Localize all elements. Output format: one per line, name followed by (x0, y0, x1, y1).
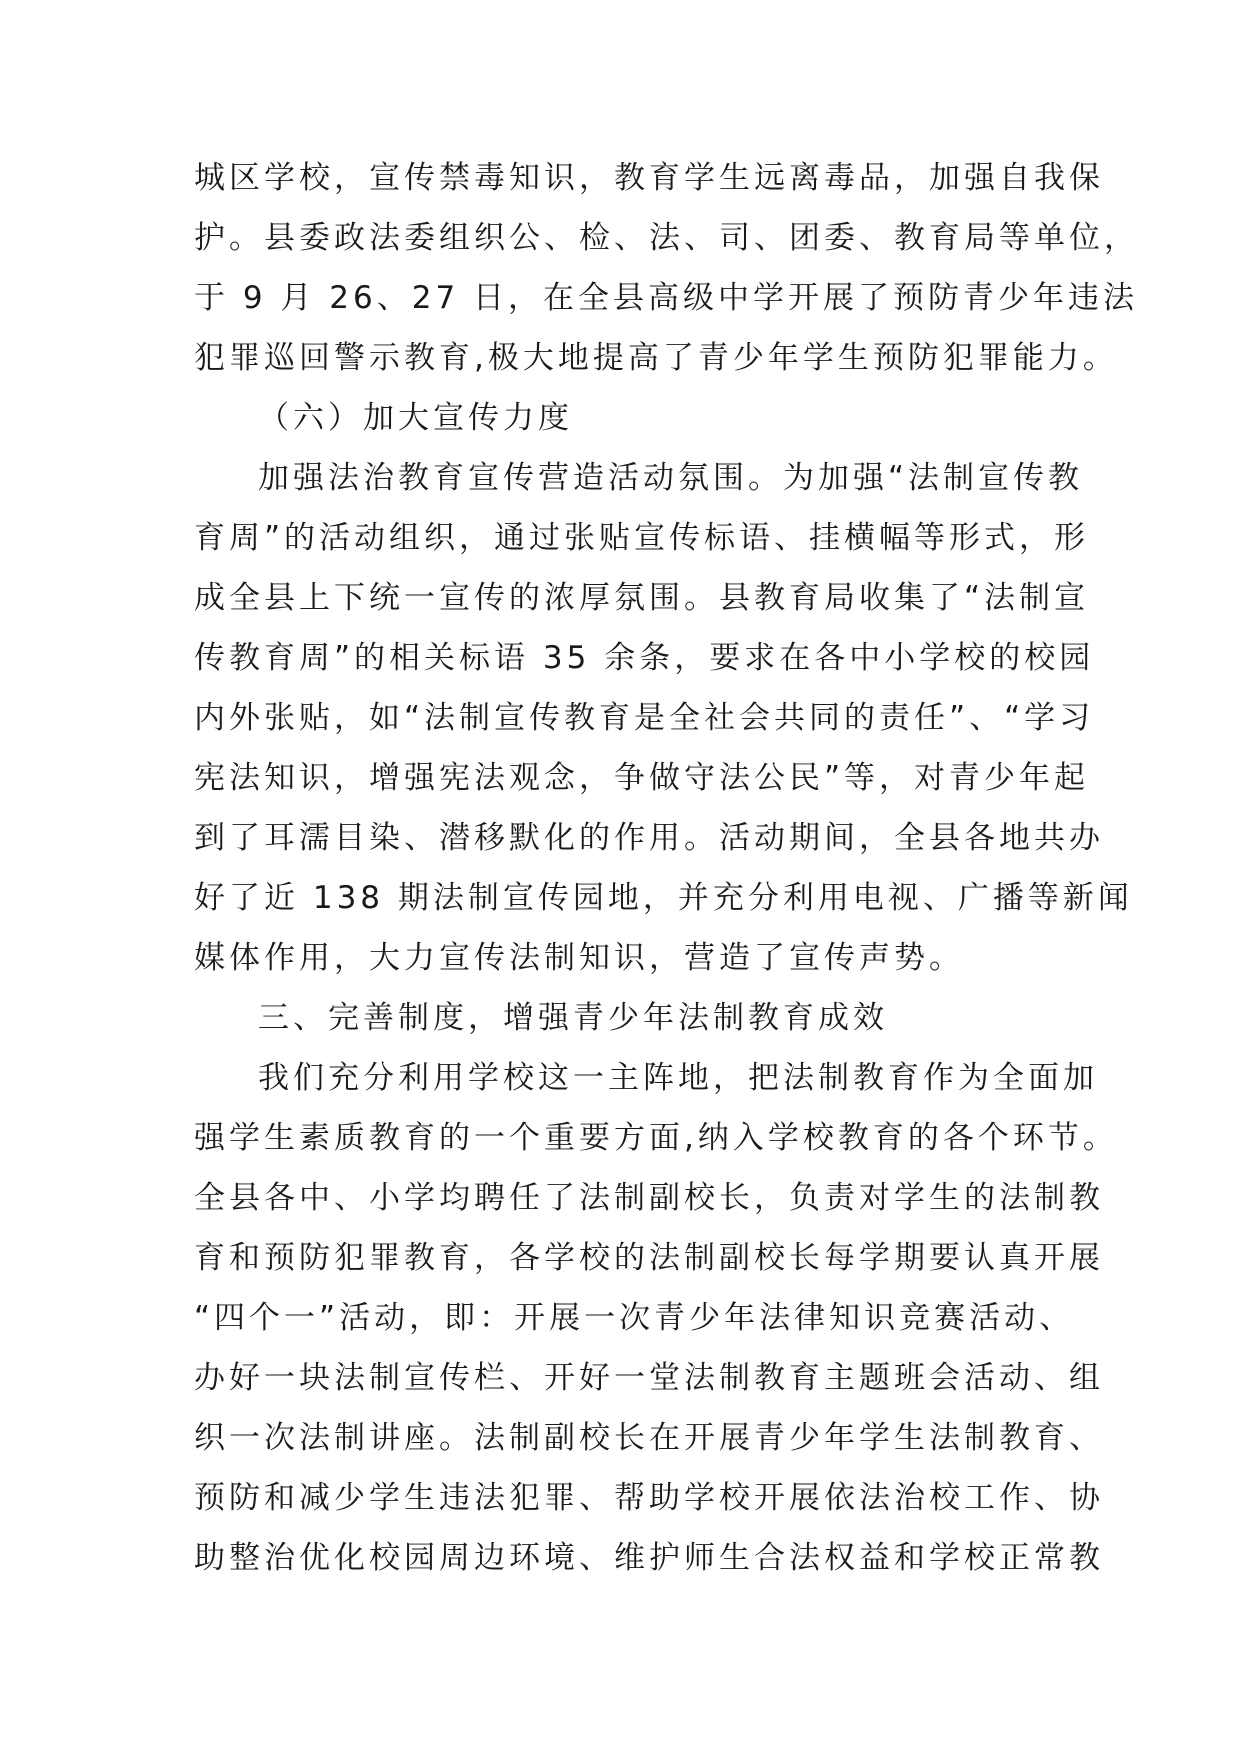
text-line: 助整治优化校园周边环境、维护师生合法权益和学校正常教 (194, 1540, 1104, 1576)
text-line: 内外张贴，如“法制宣传教育是全社会共同的责任”、“学习 (194, 700, 1095, 736)
text-line: 到了耳濡目染、潜移默化的作用。活动期间，全县各地共办 (194, 820, 1104, 856)
text-line: 传教育周”的相关标语 35 余条，要求在各中小学校的校园 (194, 640, 1095, 676)
text-line: 媒体作用，大力宣传法制知识，营造了宣传声势。 (194, 940, 964, 976)
text-line: 于 9 月 26、27 日，在全县高级中学开展了预防青少年违法 (194, 280, 1139, 316)
text-line: 护。县委政法委组织公、检、法、司、团委、教育局等单位， (194, 220, 1139, 256)
text-line: 犯罪巡回警示教育,极大地提高了青少年学生预防犯罪能力。 (194, 340, 1118, 376)
text-line: “四个一”活动，即：开展一次青少年法律知识竞赛活动、 (194, 1300, 1075, 1336)
section-heading: （六）加大宣传力度 (258, 400, 573, 436)
text-line: 育周”的活动组织，通过张贴宣传标语、挂横幅等形式，形 (194, 520, 1090, 556)
text-line: 办好一块法制宣传栏、开好一堂法制教育主题班会活动、组 (194, 1360, 1104, 1396)
text-line: 全县各中、小学均聘任了法制副校长，负责对学生的法制教 (194, 1180, 1104, 1216)
text-line: 好了近 138 期法制宣传园地，并充分利用电视、广播等新闻 (194, 880, 1133, 916)
text-line: 成全县上下统一宣传的浓厚氛围。县教育局收集了“法制宣 (194, 580, 1090, 616)
text-line: 宪法知识，增强宪法观念，争做守法公民”等，对青少年起 (194, 760, 1090, 796)
text-line: 加强法治教育宣传营造活动氛围。为加强“法制宣传教 (258, 460, 1084, 496)
text-line: 强学生素质教育的一个重要方面,纳入学校教育的各个环节。 (194, 1120, 1118, 1156)
text-line: 育和预防犯罪教育，各学校的法制副校长每学期要认真开展 (194, 1240, 1104, 1276)
text-line: 预防和减少学生违法犯罪、帮助学校开展依法治校工作、协 (194, 1480, 1104, 1516)
text-line: 织一次法制讲座。法制副校长在开展青少年学生法制教育、 (194, 1420, 1104, 1456)
text-line: 我们充分利用学校这一主阵地，把法制教育作为全面加 (258, 1060, 1098, 1096)
text-line: 城区学校，宣传禁毒知识，教育学生远离毒品，加强自我保 (194, 160, 1104, 196)
section-heading: 三、完善制度，增强青少年法制教育成效 (258, 1000, 888, 1036)
